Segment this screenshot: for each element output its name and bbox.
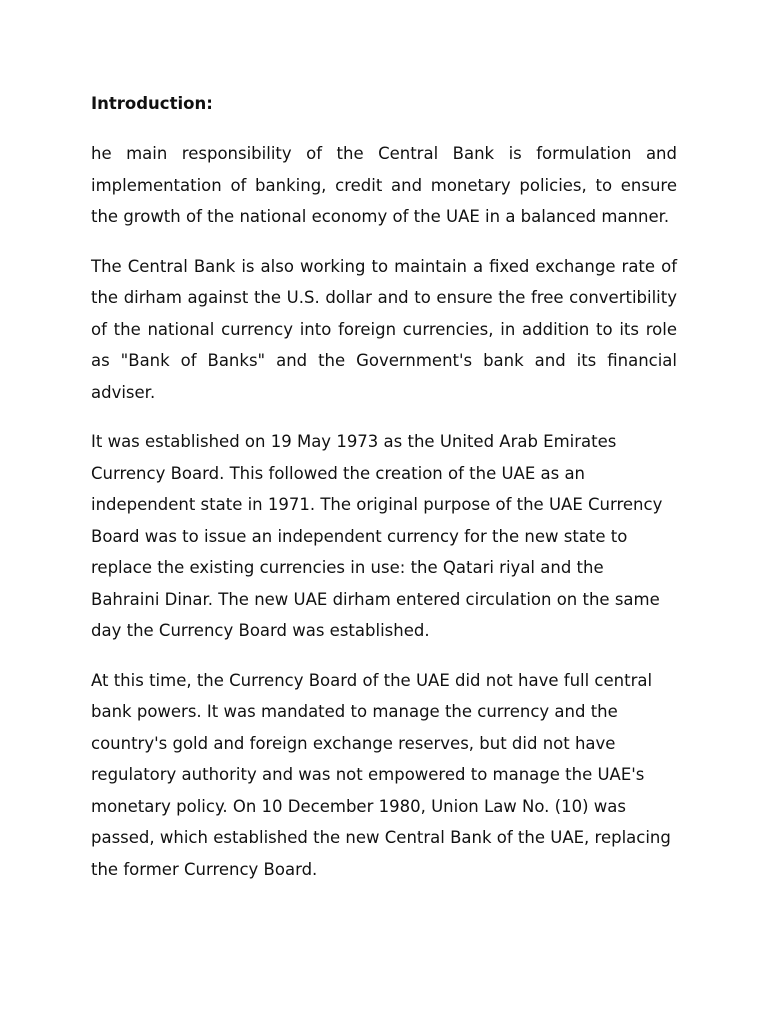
section-heading: Introduction: [91, 94, 213, 113]
paragraph-establishment: It was established on 19 May 1973 as the United Arab Emirates Currency Board. This followed the creation of the UAE as an independent state in 1971. The original purpose of the UAE Currency Board was to issue an independent currency for the new state to replace the existing currencies in use: the Qatari riyal and the Bahraini Dinar. The new UAE dirham entered circulation on the same day the Currency Board was established. [91, 432, 663, 640]
paragraph-responsibility: he main responsibility of the Central Bank is formulation and implementation of banking, credit and monetary policies, to ensure the growth of the national economy of the UAE in a balanced manner. [91, 144, 677, 226]
paragraph-central-bank-powers: At this time, the Currency Board of the UAE did not have full central bank powers. It was mandated to manage the currency and the country's gold and foreign exchange reserves, but did not have regulatory authority and was not empowered to manage the UAE's monetary policy. On 10 December 1980, Union Law No. (10) was passed, which established the new Central Bank of the UAE, replacing the former Currency Board. [91, 670, 671, 879]
paragraph-exchange-rate: The Central Bank is also working to maintain a fixed exchange rate of the dirham against the U.S. dollar and to ensure the free convertibility of the national currency into foreign currencies, in addition to its role as "Bank of Banks" and the Government's bank and its financial adviser. [91, 256, 677, 402]
document-page [91, 90, 677, 903]
